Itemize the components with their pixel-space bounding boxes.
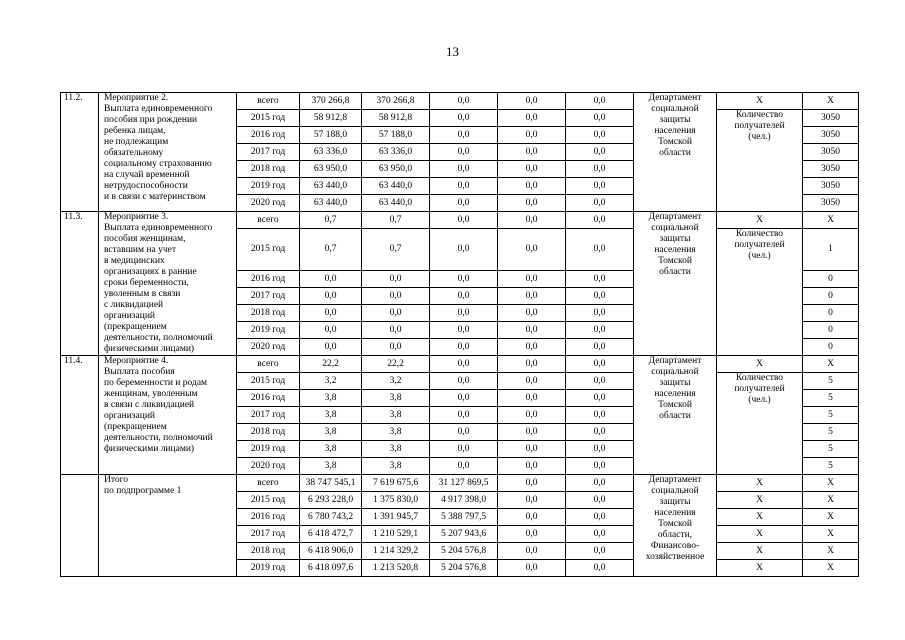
total-cell: 0,0 — [300, 305, 362, 322]
regional-cell: 0,0 — [430, 407, 498, 424]
indicator-value-cell: 5 — [803, 407, 859, 424]
regional-cell: 0,0 — [430, 212, 498, 229]
period-cell: 2015 год — [237, 373, 300, 390]
other-cell: 0,0 — [566, 288, 634, 305]
table-row — [61, 475, 859, 492]
indicator-total-cell: Х — [717, 212, 803, 229]
indicator-total-cell: Х — [717, 475, 803, 492]
other-cell: 0,0 — [566, 271, 634, 288]
federal-cell: 0,0 — [362, 305, 430, 322]
period-cell: 2017 год — [237, 407, 300, 424]
local-cell: 0,0 — [498, 93, 566, 110]
federal-cell: 3,8 — [362, 390, 430, 407]
regional-cell: 0,0 — [430, 229, 498, 271]
local-cell: 0,0 — [498, 492, 566, 509]
local-cell: 0,0 — [498, 543, 566, 560]
total-cell: 63 950,0 — [300, 161, 362, 178]
regional-cell: 0,0 — [430, 195, 498, 212]
total-cell: 6 418 906,0 — [300, 543, 362, 560]
period-cell: 2015 год — [237, 492, 300, 509]
total-cell: 6 418 097,6 — [300, 560, 362, 577]
regional-cell: 0,0 — [430, 424, 498, 441]
total-cell: 6 780 743,2 — [300, 509, 362, 526]
local-cell: 0,0 — [498, 144, 566, 161]
indicator-name-cell: Х — [717, 560, 803, 577]
department-cell: Департамент социальной защиты населения Томской области — [634, 93, 717, 212]
local-cell: 0,0 — [498, 212, 566, 229]
other-cell: 0,0 — [566, 93, 634, 110]
other-cell: 0,0 — [566, 212, 634, 229]
federal-cell: 0,7 — [362, 212, 430, 229]
indicator-value-cell: 3050 — [803, 144, 859, 161]
indicator-name-cell: Количество получателей (чел.) — [717, 229, 803, 356]
federal-cell: 22,2 — [362, 356, 430, 373]
other-cell: 0,0 — [566, 543, 634, 560]
local-cell: 0,0 — [498, 373, 566, 390]
local-cell: 0,0 — [498, 178, 566, 195]
period-cell: 2015 год — [237, 110, 300, 127]
period-cell: 2019 год — [237, 560, 300, 577]
item-number — [61, 475, 99, 577]
regional-cell: 0,0 — [430, 458, 498, 475]
regional-cell: 0,0 — [430, 110, 498, 127]
period-cell: 2019 год — [237, 322, 300, 339]
item-number: 11.3. — [61, 212, 99, 356]
local-cell: 0,0 — [498, 305, 566, 322]
local-cell: 0,0 — [498, 288, 566, 305]
indicator-value-cell: 3050 — [803, 161, 859, 178]
local-cell: 0,0 — [498, 424, 566, 441]
regional-cell: 5 204 576,8 — [430, 543, 498, 560]
indicator-value-cell: Х — [803, 543, 859, 560]
total-cell: 0,0 — [300, 322, 362, 339]
regional-cell: 0,0 — [430, 373, 498, 390]
indicator-value-cell: 0 — [803, 305, 859, 322]
total-cell: 0,0 — [300, 271, 362, 288]
federal-cell: 0,0 — [362, 339, 430, 356]
page-number: 13 — [446, 44, 459, 59]
federal-cell: 3,8 — [362, 407, 430, 424]
indicator-value-total-cell: Х — [803, 475, 859, 492]
period-cell: 2018 год — [237, 543, 300, 560]
local-cell: 0,0 — [498, 407, 566, 424]
total-cell: 3,8 — [300, 458, 362, 475]
regional-cell: 0,0 — [430, 144, 498, 161]
period-cell: 2018 год — [237, 305, 300, 322]
indicator-value-cell: 3050 — [803, 127, 859, 144]
item-name: Итого по подпрограмме 1 — [99, 475, 237, 577]
indicator-name-cell: Количество получателей (чел.) — [717, 110, 803, 212]
indicator-value-total-cell: Х — [803, 93, 859, 110]
indicator-total-cell: Х — [717, 356, 803, 373]
indicator-total-cell: Х — [717, 93, 803, 110]
period-cell: 2020 год — [237, 458, 300, 475]
local-cell: 0,0 — [498, 526, 566, 543]
indicator-value-cell: Х — [803, 509, 859, 526]
total-cell: 370 266,8 — [300, 93, 362, 110]
federal-cell: 3,8 — [362, 441, 430, 458]
other-cell: 0,0 — [566, 509, 634, 526]
local-cell: 0,0 — [498, 509, 566, 526]
federal-cell: 7 619 675,6 — [362, 475, 430, 492]
regional-cell: 0,0 — [430, 356, 498, 373]
other-cell: 0,0 — [566, 110, 634, 127]
federal-cell: 3,2 — [362, 373, 430, 390]
period-cell: 2019 год — [237, 178, 300, 195]
total-cell: 0,7 — [300, 212, 362, 229]
budget-table — [60, 92, 859, 577]
indicator-value-cell: 3050 — [803, 178, 859, 195]
indicator-value-cell: 0 — [803, 271, 859, 288]
total-cell: 3,8 — [300, 424, 362, 441]
period-cell: 2017 год — [237, 144, 300, 161]
indicator-value-cell: 5 — [803, 390, 859, 407]
item-name: Мероприятие 4. Выплата пособия по беременности и родам женщинам, уволенным в связи с ликвидацией организаций (прекращением деятельности, полномочий физическими лицами) — [99, 356, 237, 475]
department-cell: Департамент социальной защиты населения Томской области — [634, 212, 717, 356]
regional-cell: 5 207 943,6 — [430, 526, 498, 543]
total-cell: 22,2 — [300, 356, 362, 373]
department-cell: Департамент социальной защиты населения Томской области — [634, 356, 717, 475]
item-name: Мероприятие 2. Выплата единовременного пособия при рождении ребенка лицам, не подлежащим обязательному социальному страхованию на случай временной нетрудоспособности и в связи с материнством — [99, 93, 237, 212]
other-cell: 0,0 — [566, 441, 634, 458]
federal-cell: 1 210 529,1 — [362, 526, 430, 543]
indicator-name-cell: Х — [717, 509, 803, 526]
item-number: 11.4. — [61, 356, 99, 475]
total-cell: 0,0 — [300, 288, 362, 305]
indicator-name-cell: Х — [717, 526, 803, 543]
period-cell: всего — [237, 212, 300, 229]
table-row — [61, 93, 859, 110]
indicator-value-cell: 1 — [803, 229, 859, 271]
regional-cell: 0,0 — [430, 178, 498, 195]
indicator-value-cell: 5 — [803, 441, 859, 458]
other-cell: 0,0 — [566, 390, 634, 407]
federal-cell: 63 440,0 — [362, 178, 430, 195]
indicator-value-cell: 5 — [803, 458, 859, 475]
regional-cell: 0,0 — [430, 305, 498, 322]
federal-cell: 1 213 520,8 — [362, 560, 430, 577]
federal-cell: 3,8 — [362, 458, 430, 475]
period-cell: 2016 год — [237, 271, 300, 288]
local-cell: 0,0 — [498, 271, 566, 288]
indicator-name-cell: Х — [717, 543, 803, 560]
local-cell: 0,0 — [498, 339, 566, 356]
indicator-value-cell: 3050 — [803, 195, 859, 212]
regional-cell: 0,0 — [430, 339, 498, 356]
other-cell: 0,0 — [566, 492, 634, 509]
period-cell: всего — [237, 475, 300, 492]
indicator-value-cell: Х — [803, 560, 859, 577]
period-cell: 2015 год — [237, 229, 300, 271]
local-cell: 0,0 — [498, 322, 566, 339]
local-cell: 0,0 — [498, 560, 566, 577]
federal-cell: 0,7 — [362, 229, 430, 271]
regional-cell: 0,0 — [430, 271, 498, 288]
local-cell: 0,0 — [498, 195, 566, 212]
other-cell: 0,0 — [566, 305, 634, 322]
indicator-value-cell: 5 — [803, 373, 859, 390]
other-cell: 0,0 — [566, 195, 634, 212]
item-number: 11.2. — [61, 93, 99, 212]
total-cell: 3,8 — [300, 390, 362, 407]
period-cell: всего — [237, 356, 300, 373]
local-cell: 0,0 — [498, 127, 566, 144]
local-cell: 0,0 — [498, 356, 566, 373]
other-cell: 0,0 — [566, 475, 634, 492]
federal-cell: 3,8 — [362, 424, 430, 441]
regional-cell: 5 204 576,8 — [430, 560, 498, 577]
local-cell: 0,0 — [498, 229, 566, 271]
local-cell: 0,0 — [498, 390, 566, 407]
total-cell: 63 440,0 — [300, 195, 362, 212]
other-cell: 0,0 — [566, 161, 634, 178]
regional-cell: 0,0 — [430, 322, 498, 339]
federal-cell: 57 188,0 — [362, 127, 430, 144]
federal-cell: 1 375 830,0 — [362, 492, 430, 509]
regional-cell: 0,0 — [430, 127, 498, 144]
federal-cell: 0,0 — [362, 322, 430, 339]
regional-cell: 31 127 869,5 — [430, 475, 498, 492]
indicator-value-total-cell: Х — [803, 356, 859, 373]
federal-cell: 58 912,8 — [362, 110, 430, 127]
federal-cell: 370 266,8 — [362, 93, 430, 110]
total-cell: 0,0 — [300, 339, 362, 356]
total-cell: 38 747 545,1 — [300, 475, 362, 492]
regional-cell: 0,0 — [430, 161, 498, 178]
other-cell: 0,0 — [566, 458, 634, 475]
other-cell: 0,0 — [566, 424, 634, 441]
other-cell: 0,0 — [566, 339, 634, 356]
regional-cell: 5 388 797,5 — [430, 509, 498, 526]
period-cell: 2017 год — [237, 526, 300, 543]
other-cell: 0,0 — [566, 229, 634, 271]
other-cell: 0,0 — [566, 526, 634, 543]
other-cell: 0,0 — [566, 560, 634, 577]
period-cell: 2018 год — [237, 424, 300, 441]
regional-cell: 0,0 — [430, 288, 498, 305]
period-cell: 2016 год — [237, 390, 300, 407]
period-cell: 2020 год — [237, 195, 300, 212]
local-cell: 0,0 — [498, 458, 566, 475]
indicator-value-total-cell: Х — [803, 212, 859, 229]
table-row — [61, 356, 859, 373]
indicator-value-cell: Х — [803, 492, 859, 509]
table-row — [61, 212, 859, 229]
federal-cell: 63 950,0 — [362, 161, 430, 178]
indicator-value-cell: 0 — [803, 322, 859, 339]
other-cell: 0,0 — [566, 144, 634, 161]
indicator-value-cell: 0 — [803, 288, 859, 305]
total-cell: 0,7 — [300, 229, 362, 271]
other-cell: 0,0 — [566, 127, 634, 144]
regional-cell: 0,0 — [430, 390, 498, 407]
total-cell: 6 293 228,0 — [300, 492, 362, 509]
period-cell: всего — [237, 93, 300, 110]
total-cell: 58 912,8 — [300, 110, 362, 127]
period-cell: 2016 год — [237, 509, 300, 526]
total-cell: 63 336,0 — [300, 144, 362, 161]
other-cell: 0,0 — [566, 322, 634, 339]
federal-cell: 63 336,0 — [362, 144, 430, 161]
federal-cell: 63 440,0 — [362, 195, 430, 212]
indicator-value-cell: Х — [803, 526, 859, 543]
federal-cell: 1 391 945,7 — [362, 509, 430, 526]
total-cell: 6 418 472,7 — [300, 526, 362, 543]
federal-cell: 1 214 329,2 — [362, 543, 430, 560]
other-cell: 0,0 — [566, 178, 634, 195]
local-cell: 0,0 — [498, 441, 566, 458]
indicator-name-cell: Х — [717, 492, 803, 509]
total-cell: 3,8 — [300, 441, 362, 458]
federal-cell: 0,0 — [362, 288, 430, 305]
department-cell: Департамент социальной защиты населения Томской области, Финансово- хозяйственное — [634, 475, 717, 577]
period-cell: 2016 год — [237, 127, 300, 144]
indicator-value-cell: 5 — [803, 424, 859, 441]
period-cell: 2017 год — [237, 288, 300, 305]
item-name: Мероприятие 3. Выплата единовременного пособия женщинам, вставшим на учет в медицинских организациях в ранние сроки беременности, уволенным в связи с ликвидацией организаций (прекращением деятельности, полномочий физическими лицами) — [99, 212, 237, 356]
federal-cell: 0,0 — [362, 271, 430, 288]
regional-cell: 4 917 398,0 — [430, 492, 498, 509]
indicator-value-cell: 0 — [803, 339, 859, 356]
total-cell: 57 188,0 — [300, 127, 362, 144]
other-cell: 0,0 — [566, 356, 634, 373]
period-cell: 2020 год — [237, 339, 300, 356]
other-cell: 0,0 — [566, 373, 634, 390]
local-cell: 0,0 — [498, 475, 566, 492]
total-cell: 3,2 — [300, 373, 362, 390]
indicator-name-cell: Количество получателей (чел.) — [717, 373, 803, 475]
period-cell: 2018 год — [237, 161, 300, 178]
indicator-value-cell: 3050 — [803, 110, 859, 127]
regional-cell: 0,0 — [430, 93, 498, 110]
total-cell: 63 440,0 — [300, 178, 362, 195]
local-cell: 0,0 — [498, 161, 566, 178]
local-cell: 0,0 — [498, 110, 566, 127]
other-cell: 0,0 — [566, 407, 634, 424]
period-cell: 2019 год — [237, 441, 300, 458]
total-cell: 3,8 — [300, 407, 362, 424]
regional-cell: 0,0 — [430, 441, 498, 458]
